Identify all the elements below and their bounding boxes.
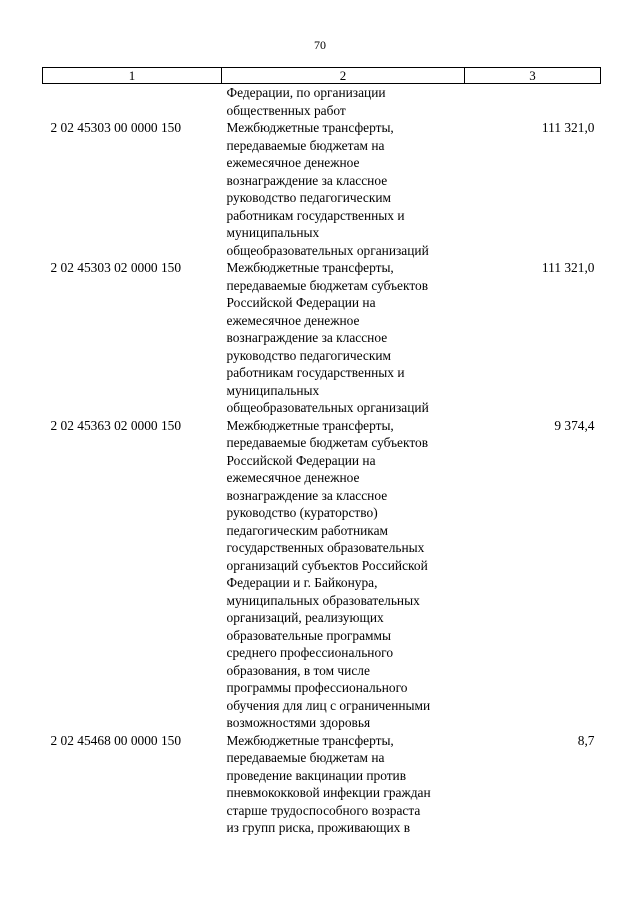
description-line: Федерации, по организации: [226, 85, 386, 100]
description-line: старше трудоспособного возраста: [226, 802, 421, 818]
description-line: муниципальных: [226, 225, 320, 240]
description-line: образовательные программы: [226, 627, 391, 643]
description-line: государственных образовательных: [226, 540, 425, 555]
budget-code: 2 02 45468 00 0000 150: [50, 732, 182, 748]
table-row: [43, 732, 601, 837]
description-line: общеобразовательных организаций: [226, 242, 429, 258]
budget-code: 2 02 45363 02 0000 150: [50, 417, 182, 433]
description-line: руководство (кураторство): [226, 505, 378, 520]
description-line: ежемесячное денежное: [226, 312, 360, 328]
description-line: передаваемые бюджетам на: [226, 137, 385, 153]
table-row: [43, 119, 601, 259]
description-line: Российской Федерации на: [226, 295, 376, 310]
description-line: вознаграждение за классное: [226, 172, 388, 188]
continuation-amount-cell: [465, 84, 601, 120]
description: [222, 259, 465, 417]
continuation-description: [222, 84, 465, 120]
table-row: [43, 259, 601, 417]
description-line: общеобразовательных организаций: [226, 400, 429, 415]
amount: 9 374,4: [554, 417, 595, 433]
description-line: программы профессионального: [226, 680, 408, 695]
description-line: передаваемые бюджетам на: [226, 750, 385, 765]
description: [222, 119, 465, 259]
description-line: Федерации и г. Байконура,: [226, 575, 378, 590]
description-line: Российской Федерации на: [226, 452, 376, 468]
continuation-code-cell: [43, 84, 222, 120]
description-line: пневмококковой инфекции граждан: [226, 785, 431, 800]
description-line: вознаграждение за классное: [226, 487, 388, 503]
amount: 111 321,0: [541, 260, 595, 275]
description-line: Межбюджетные трансферты,: [226, 260, 394, 275]
description-line: работникам государственных и: [226, 365, 405, 380]
description-line: ежемесячное денежное: [226, 155, 360, 170]
description-line: руководство педагогическим: [226, 347, 391, 363]
continuation-row: [43, 84, 601, 120]
description-line: организаций субъектов Российской: [226, 557, 428, 573]
budget-code: 2 02 45303 00 0000 150: [50, 120, 182, 135]
description-line: Межбюджетные трансферты,: [226, 120, 394, 135]
description-line: организаций, реализующих: [226, 610, 384, 625]
description: [222, 417, 465, 732]
column-header-code: 1: [43, 68, 222, 84]
table-header-row: [43, 68, 601, 84]
description-line: передаваемые бюджетам субъектов: [226, 435, 429, 450]
description-line: муниципальных: [226, 382, 320, 398]
description-line: из групп риска, проживающих в: [226, 820, 411, 835]
page-number: 70: [314, 38, 326, 52]
description-line: ежемесячное денежное: [226, 470, 360, 485]
description-line: среднего профессионального: [226, 645, 394, 660]
description-line: обучения для лиц с ограниченными: [226, 697, 431, 713]
table-row: [43, 417, 601, 732]
budget-code: 2 02 45303 02 0000 150: [50, 260, 182, 275]
description-line: работникам государственных и: [226, 207, 405, 223]
column-header-description: 2: [222, 68, 465, 84]
description-line: Межбюджетные трансферты,: [226, 417, 394, 433]
column-header-amount: 3: [465, 68, 601, 84]
budget-table: [42, 67, 601, 837]
description-line: муниципальных образовательных: [226, 592, 420, 608]
description-line: Межбюджетные трансферты,: [226, 732, 394, 748]
description-line: общественных работ: [226, 102, 346, 118]
description: [222, 732, 465, 837]
description-line: образования, в том числе: [226, 662, 370, 678]
description-line: передаваемые бюджетам субъектов: [226, 277, 429, 293]
description-line: проведение вакцинации против: [226, 767, 407, 783]
description-line: руководство педагогическим: [226, 190, 391, 205]
description-line: педагогическим работникам: [226, 522, 389, 538]
description-line: вознаграждение за классное: [226, 330, 388, 345]
amount: 111 321,0: [541, 120, 595, 135]
description-line: возможностями здоровья: [226, 715, 371, 730]
amount: 8,7: [577, 732, 595, 748]
